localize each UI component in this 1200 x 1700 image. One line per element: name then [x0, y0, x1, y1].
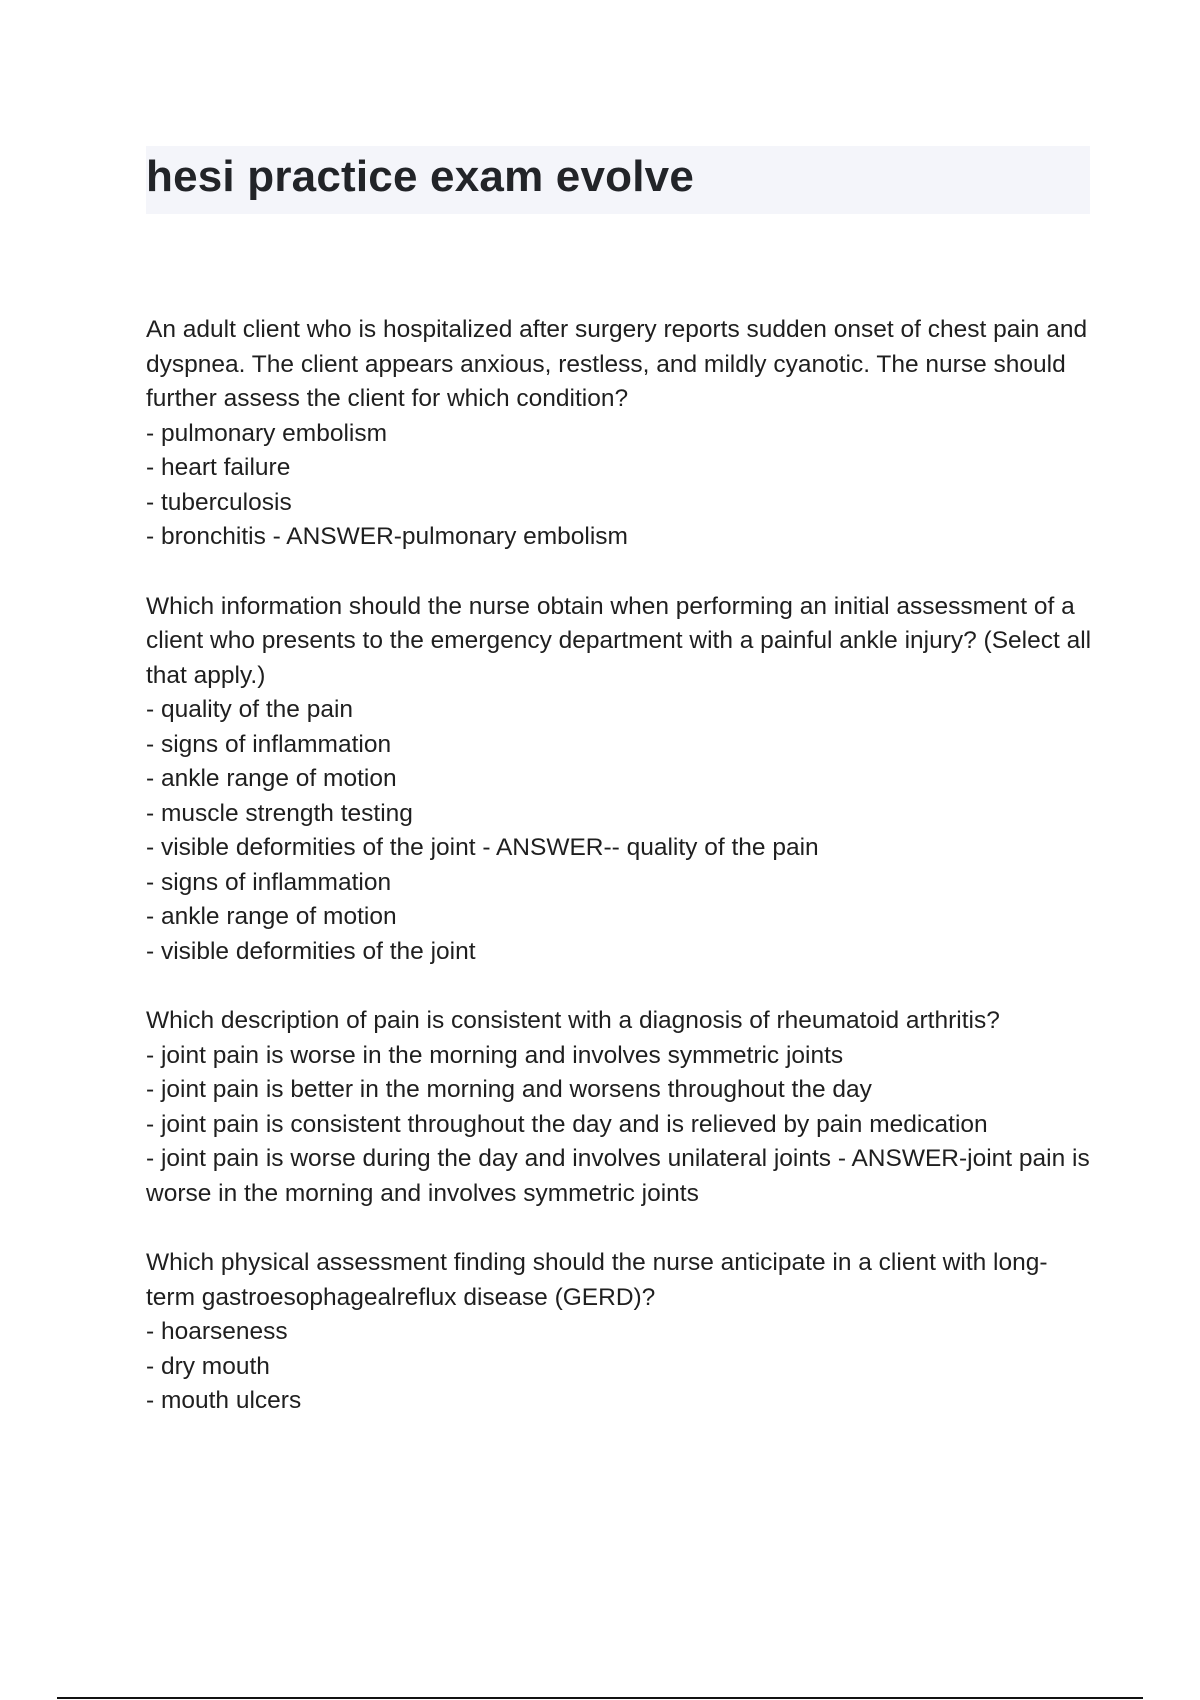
option-with-answer: - joint pain is worse during the day and involves unilateral joints - ANSWER-joint pain is worse in the morning and involves symmetric joints	[146, 1145, 1090, 1207]
option-list	[146, 693, 1096, 866]
option-list	[146, 1315, 1096, 1419]
answer-continuation-item: - signs of inflammation	[146, 868, 392, 896]
option-with-answer: - bronchitis - ANSWER-pulmonary embolism	[146, 523, 628, 550]
option-item: - tuberculosis	[146, 488, 292, 516]
page-footer-divider	[57, 1697, 1143, 1699]
option-item: - muscle strength testing	[146, 799, 413, 827]
option-item: - mouth ulcers	[146, 1387, 302, 1414]
answer-continuation-list	[146, 866, 1096, 970]
option-item: - signs of inflammation	[146, 730, 392, 758]
page-title: hesi practice exam evolve	[146, 152, 694, 201]
option-list	[146, 417, 1096, 555]
question-block	[146, 1004, 1096, 1211]
option-item: - ankle range of motion	[146, 765, 397, 792]
answer-continuation-item: - visible deformities of the joint	[146, 937, 476, 965]
title-banner	[146, 146, 1090, 214]
question-text: An adult client who is hospitalized after surgery reports sudden onset of chest pain and dyspnea. The client appears anxious, restless, and mildly cyanotic. The nurse should further assess the client for which condition?	[146, 316, 1088, 412]
document-body	[146, 313, 1096, 1454]
option-item: - joint pain is worse in the morning and involves symmetric joints	[146, 1041, 844, 1069]
question-text: Which physical assessment finding should the nurse anticipate in a client with long-term gastroesophagealreflux disease (GERD)?	[146, 1249, 1048, 1311]
option-item: - pulmonary embolism	[146, 419, 387, 447]
option-item: - joint pain is better in the morning and worsens throughout the day	[146, 1076, 872, 1103]
option-item: - dry mouth	[146, 1352, 270, 1380]
question-block	[146, 590, 1096, 970]
option-item: - joint pain is consistent throughout the day and is relieved by pain medication	[146, 1110, 988, 1138]
option-list	[146, 1039, 1096, 1212]
question-text: Which information should the nurse obtain when performing an initial assessment of a client who presents to the emergency department with a painful ankle injury? (Select all that apply.)	[146, 592, 1092, 689]
option-item: - heart failure	[146, 454, 291, 481]
option-item: - hoarseness	[146, 1318, 288, 1345]
question-block	[146, 313, 1096, 555]
option-item: - quality of the pain	[146, 696, 354, 723]
option-with-answer: - visible deformities of the joint - ANSWER-- quality of the pain	[146, 834, 819, 861]
answer-continuation-item: - ankle range of motion	[146, 903, 397, 930]
question-text: Which description of pain is consistent with a diagnosis of rheumatoid arthritis?	[146, 1007, 1000, 1034]
question-block	[146, 1246, 1096, 1419]
